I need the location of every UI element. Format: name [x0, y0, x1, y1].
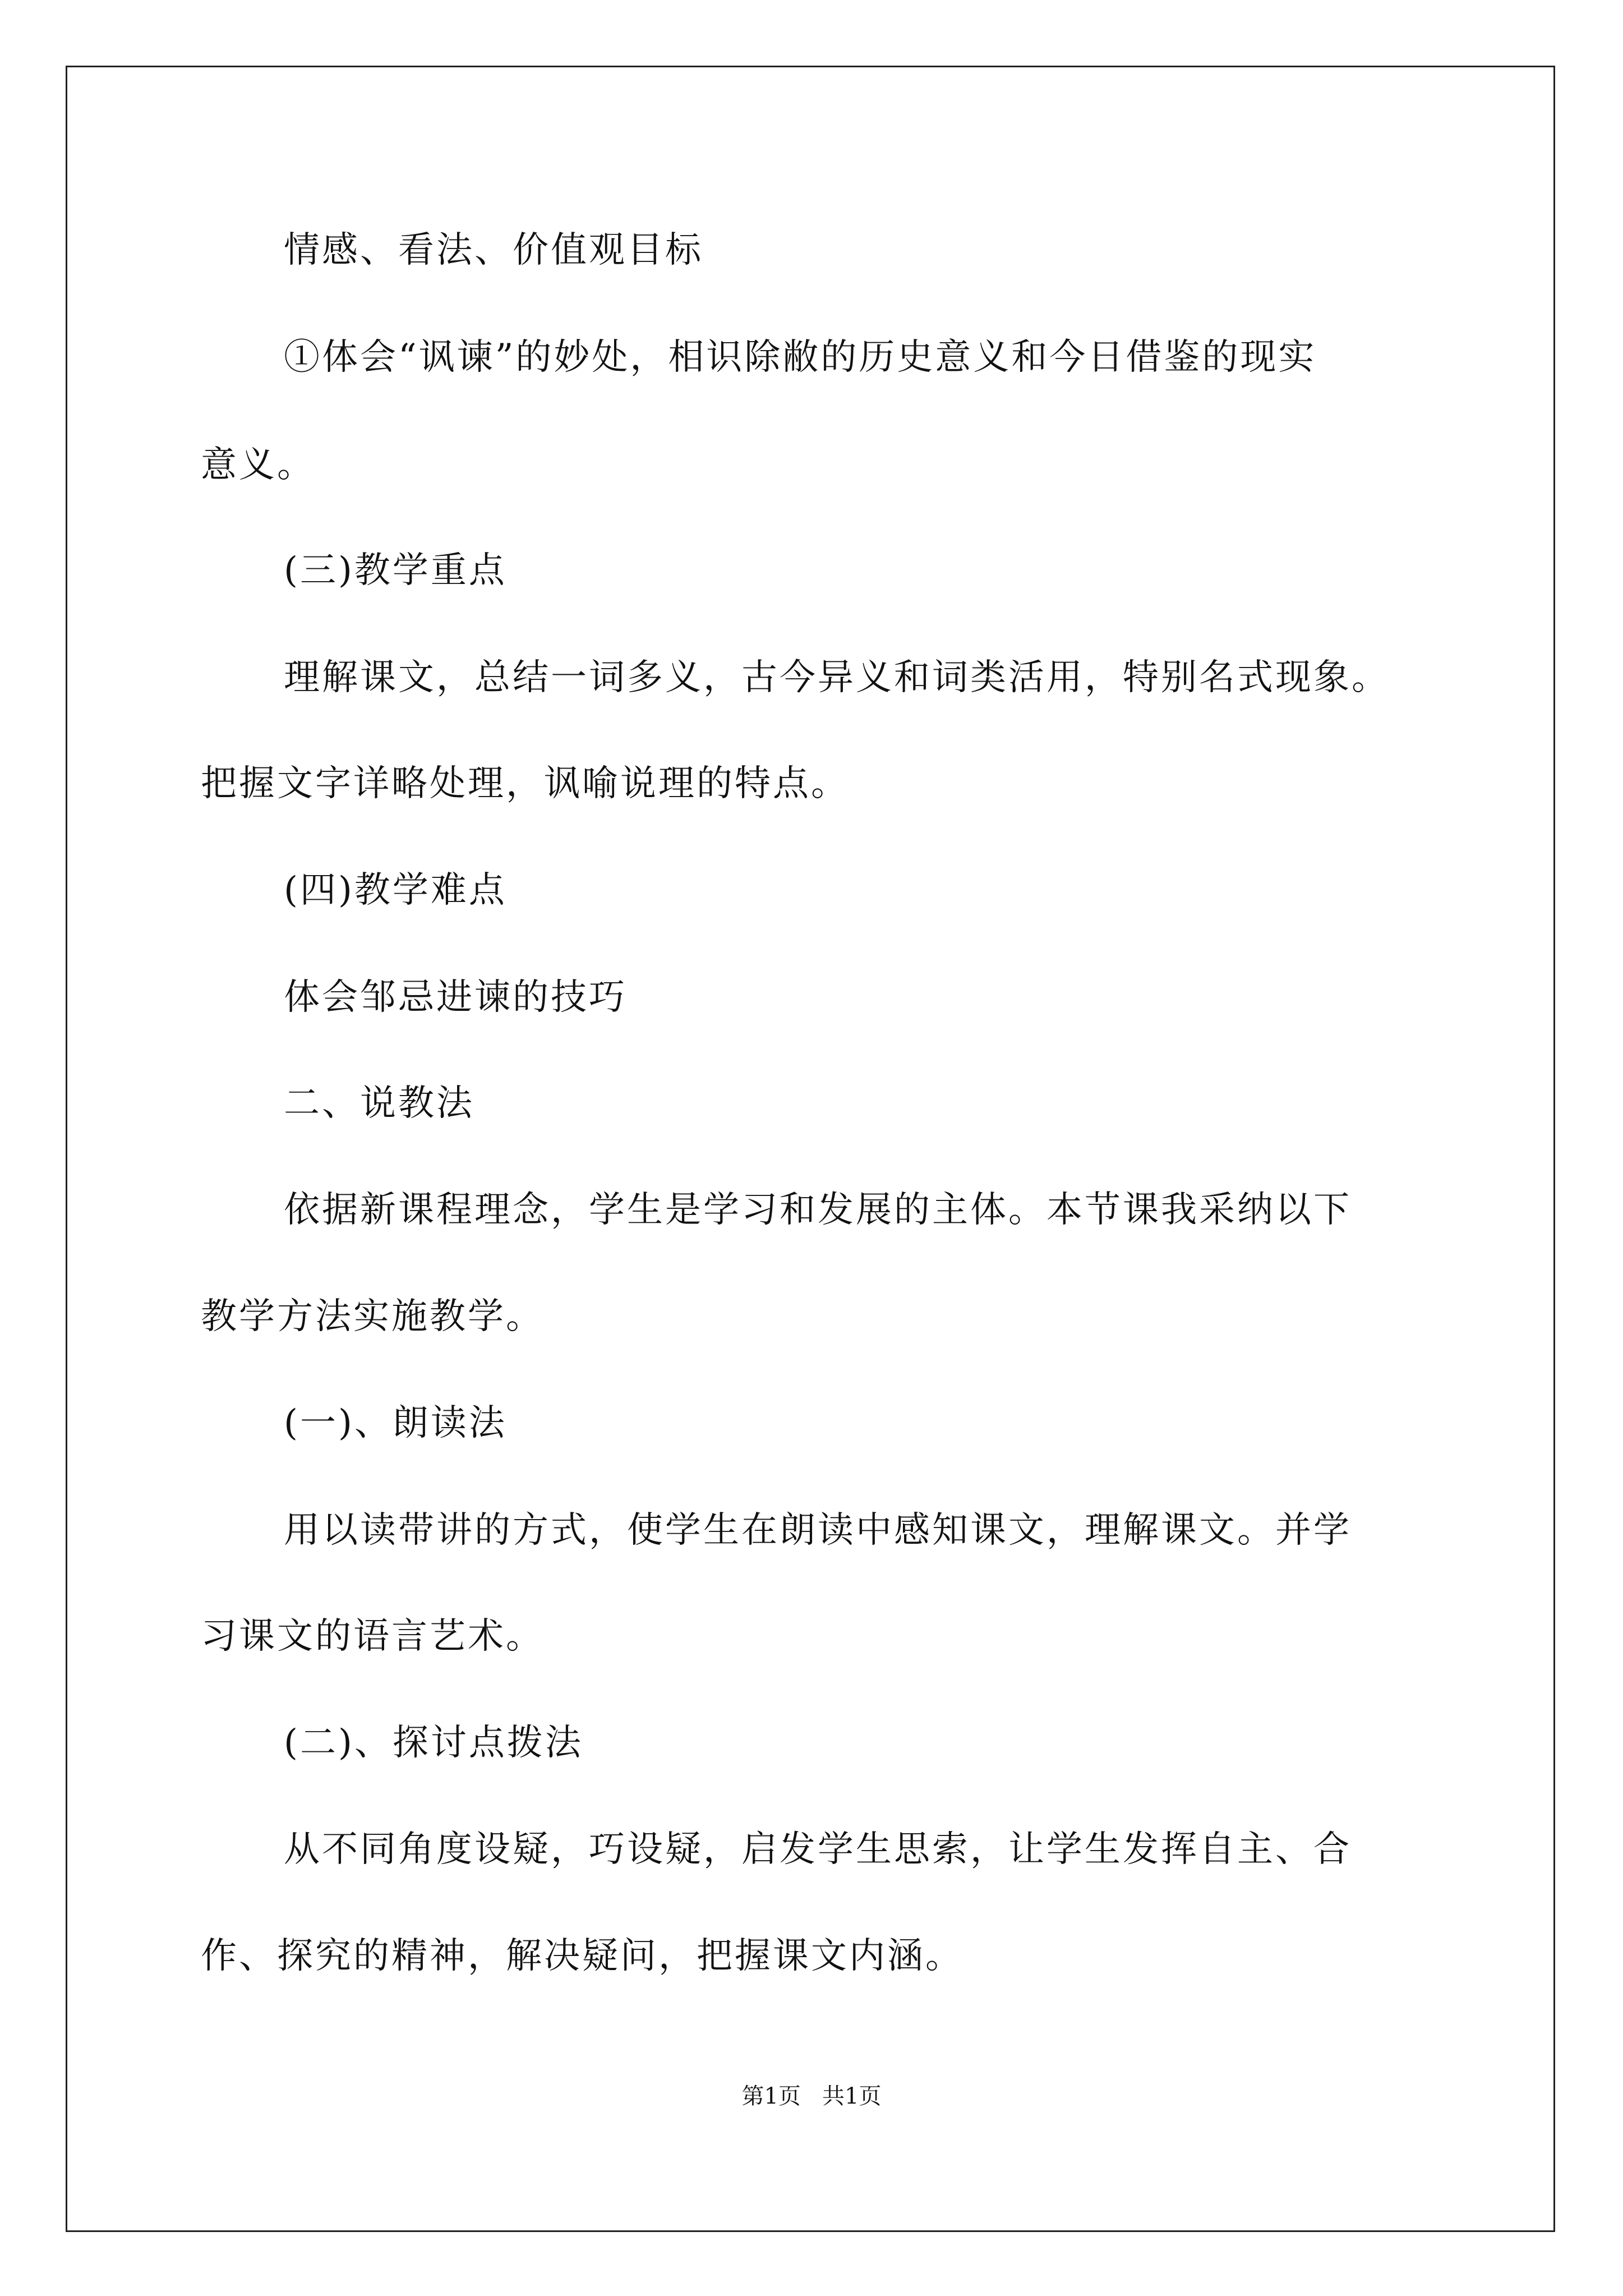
paragraph-line: 用以读带讲的方式，使学生在朗读中感知课文，理解课文。并学: [284, 1510, 1352, 1551]
page-border: [66, 66, 1555, 2232]
paragraph-line: ①体会“讽谏”的妙处，相识除敝的历史意义和今日借鉴的现实: [284, 337, 1317, 378]
paragraph-line: 作、探究的精神，解决疑问，把握课文内涵。: [201, 1935, 963, 1977]
paragraph-line: 从不同角度设疑，巧设疑，启发学生思索，让学生发挥自主、合: [284, 1829, 1352, 1870]
page-number: 第1页 共1页: [741, 2083, 882, 2109]
paragraph-heading-goals: 情感、看法、价值观目标: [284, 229, 703, 271]
paragraph-heading-reading: (一)、朗读法: [284, 1402, 507, 1444]
paragraph-line: 体会邹忌进谏的技巧: [284, 977, 627, 1018]
paragraph-heading-methods: 二、说教法: [284, 1083, 474, 1124]
paragraph-heading-discussion: (二)、探讨点拨法: [284, 1722, 583, 1764]
paragraph-line: 把握文字详略处理，讽喻说理的特点。: [201, 763, 849, 804]
paragraph-line: 习课文的语言艺术。: [201, 1616, 544, 1657]
paragraph-line: 教学方法实施教学。: [201, 1296, 544, 1337]
paragraph-line: 意义。: [201, 444, 315, 486]
paragraph-heading-key-points: (三)教学重点: [284, 550, 507, 591]
paragraph-line: 理解课文，总结一词多义，古今异义和词类活用，特别名式现象。: [284, 657, 1390, 698]
paragraph-line: 依据新课程理念，学生是学习和发展的主体。本节课我采纳以下: [284, 1189, 1352, 1231]
paragraph-heading-difficulties: (四)教学难点: [284, 869, 507, 911]
